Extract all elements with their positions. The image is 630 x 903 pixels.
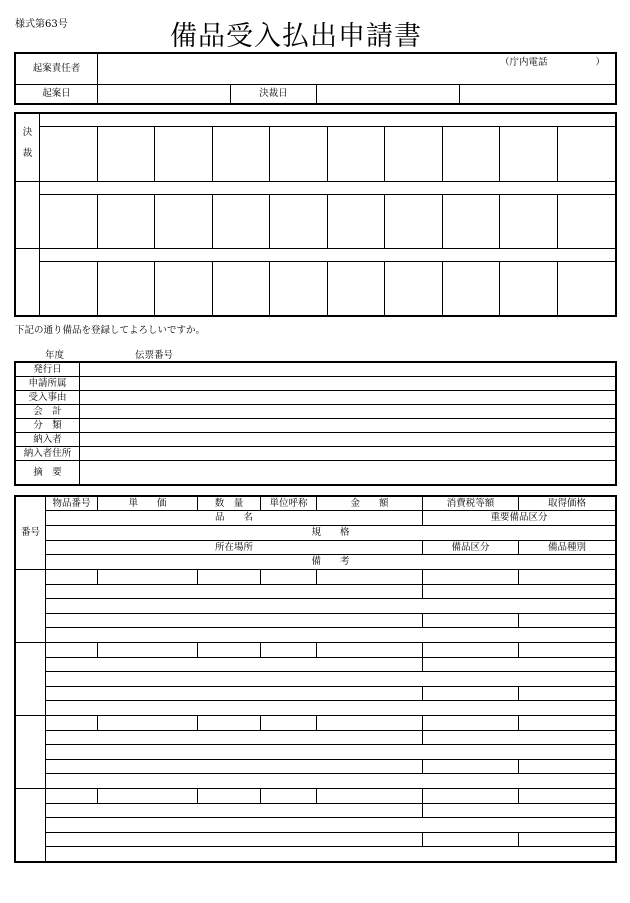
input-cell[interactable] bbox=[261, 643, 317, 658]
item-type-cell[interactable] bbox=[519, 760, 616, 774]
stamp-cell[interactable] bbox=[270, 195, 328, 249]
input-cell[interactable] bbox=[519, 789, 616, 804]
info-label: 納入者住所 bbox=[16, 447, 80, 461]
stamp-cell[interactable] bbox=[558, 127, 616, 182]
input-cell[interactable] bbox=[519, 643, 616, 658]
info-value[interactable] bbox=[80, 405, 616, 419]
input-cell[interactable] bbox=[198, 570, 261, 585]
stamp-cell[interactable] bbox=[443, 127, 500, 182]
draft-date-field[interactable] bbox=[98, 85, 231, 104]
acquisition-price-header: 取得価格 bbox=[519, 497, 616, 511]
location-cell[interactable] bbox=[46, 833, 423, 847]
item-type-cell[interactable] bbox=[519, 614, 616, 628]
stamp-cell[interactable] bbox=[385, 195, 443, 249]
row-number-cell[interactable] bbox=[16, 643, 46, 716]
stamp-cell[interactable] bbox=[40, 127, 98, 182]
info-label: 会 計 bbox=[16, 405, 80, 419]
stamp-cell[interactable] bbox=[98, 195, 155, 249]
header-table bbox=[15, 53, 616, 104]
input-cell[interactable] bbox=[423, 789, 519, 804]
spec-cell[interactable] bbox=[46, 818, 616, 833]
approval-label-top: 決 bbox=[22, 127, 33, 138]
stamp-cell[interactable] bbox=[500, 262, 558, 316]
info-label: 納入者 bbox=[16, 433, 80, 447]
input-cell[interactable] bbox=[98, 789, 198, 804]
info-value[interactable] bbox=[80, 419, 616, 433]
item-name-cell[interactable] bbox=[46, 585, 423, 599]
approval-title-cell[interactable] bbox=[40, 114, 616, 127]
stamp-cell[interactable] bbox=[98, 127, 155, 182]
location-cell[interactable] bbox=[46, 760, 423, 774]
item-type-cell[interactable] bbox=[519, 687, 616, 701]
stamp-cell[interactable] bbox=[155, 127, 213, 182]
approval-title-cell[interactable] bbox=[40, 249, 616, 262]
item-name-header: 品 名 bbox=[46, 511, 423, 526]
proposer-label: 起案責任者 bbox=[16, 54, 98, 85]
stamp-cell[interactable] bbox=[213, 262, 270, 316]
info-value[interactable] bbox=[80, 377, 616, 391]
item-type-cell[interactable] bbox=[519, 833, 616, 847]
amount-header: 金 額 bbox=[317, 497, 423, 511]
spec-header: 規 格 bbox=[46, 526, 616, 541]
stamp-cell[interactable] bbox=[98, 262, 155, 316]
stamp-cell[interactable] bbox=[40, 195, 98, 249]
stamp-cell[interactable] bbox=[213, 127, 270, 182]
approval-table bbox=[15, 113, 616, 316]
unit-name-header: 単位呼称 bbox=[261, 497, 317, 511]
stamp-cell[interactable] bbox=[385, 127, 443, 182]
approval-label bbox=[16, 114, 40, 182]
items-table bbox=[15, 496, 616, 862]
location-cell[interactable] bbox=[46, 687, 423, 701]
remarks-header: 備 考 bbox=[46, 555, 616, 570]
stamp-cell[interactable] bbox=[443, 262, 500, 316]
stamp-cell[interactable] bbox=[155, 262, 213, 316]
tax-header: 消費税等額 bbox=[423, 497, 519, 511]
input-cell[interactable] bbox=[423, 570, 519, 585]
item-name-cell[interactable] bbox=[46, 731, 423, 745]
spec-cell[interactable] bbox=[46, 672, 616, 687]
remarks-cell[interactable] bbox=[46, 701, 616, 716]
info-label: 分 類 bbox=[16, 419, 80, 433]
important-class-cell[interactable] bbox=[423, 658, 616, 672]
row-number-cell[interactable] bbox=[16, 570, 46, 643]
input-cell[interactable] bbox=[46, 716, 98, 731]
item-type-header: 備品種別 bbox=[519, 541, 616, 555]
stamp-cell[interactable] bbox=[500, 195, 558, 249]
important-class-cell[interactable] bbox=[423, 804, 616, 818]
item-class-cell[interactable] bbox=[423, 614, 519, 628]
page-title: 備品受入払出申請書 bbox=[170, 21, 422, 52]
input-cell[interactable] bbox=[423, 643, 519, 658]
info-value[interactable] bbox=[80, 433, 616, 447]
input-cell[interactable] bbox=[519, 716, 616, 731]
stamp-cell[interactable] bbox=[155, 195, 213, 249]
input-cell[interactable] bbox=[261, 570, 317, 585]
draft-date-label: 起案日 bbox=[16, 85, 98, 104]
stamp-cell[interactable] bbox=[443, 195, 500, 249]
quantity-header: 数 量 bbox=[198, 497, 261, 511]
approval-label-bottom: 裁 bbox=[22, 148, 33, 159]
approval-title-cell[interactable] bbox=[40, 182, 616, 195]
stamp-cell[interactable] bbox=[500, 127, 558, 182]
unit-price-header: 単 価 bbox=[98, 497, 198, 511]
stamp-cell[interactable] bbox=[328, 195, 385, 249]
form-number: 様式第63号 bbox=[15, 19, 68, 30]
important-class-header: 重要備品区分 bbox=[423, 511, 616, 526]
phone-label: （庁内電話 bbox=[500, 57, 548, 68]
remarks-cell[interactable] bbox=[46, 774, 616, 789]
info-label: 申請所属 bbox=[16, 377, 80, 391]
stamp-cell[interactable] bbox=[558, 262, 616, 316]
input-cell[interactable] bbox=[46, 570, 98, 585]
info-value[interactable] bbox=[80, 447, 616, 461]
input-cell[interactable] bbox=[423, 716, 519, 731]
important-class-cell[interactable] bbox=[423, 731, 616, 745]
header-extra-field[interactable] bbox=[460, 85, 616, 104]
row-number-cell[interactable] bbox=[16, 789, 46, 862]
spec-cell[interactable] bbox=[46, 599, 616, 614]
item-name-cell[interactable] bbox=[46, 804, 423, 818]
item-number-header: 物品番号 bbox=[46, 497, 98, 511]
stamp-cell[interactable] bbox=[270, 127, 328, 182]
location-cell[interactable] bbox=[46, 614, 423, 628]
input-cell[interactable] bbox=[198, 789, 261, 804]
stamp-cell[interactable] bbox=[270, 262, 328, 316]
number-header: 番号 bbox=[16, 497, 46, 570]
location-header: 所在場所 bbox=[46, 541, 423, 555]
info-value[interactable] bbox=[80, 391, 616, 405]
item-class-cell[interactable] bbox=[423, 687, 519, 701]
item-class-header: 備品区分 bbox=[423, 541, 519, 555]
stamp-cell[interactable] bbox=[328, 127, 385, 182]
input-cell[interactable] bbox=[519, 570, 616, 585]
input-cell[interactable] bbox=[198, 716, 261, 731]
info-label: 発行日 bbox=[16, 363, 80, 377]
important-class-cell[interactable] bbox=[423, 585, 616, 599]
info-value[interactable] bbox=[80, 363, 616, 377]
stamp-cell[interactable] bbox=[328, 262, 385, 316]
stamp-cell[interactable] bbox=[385, 262, 443, 316]
item-name-cell[interactable] bbox=[46, 658, 423, 672]
item-class-cell[interactable] bbox=[423, 833, 519, 847]
slip-number-label: 伝票番号 bbox=[135, 350, 174, 361]
statement-text: 下記の通り備品を登録してよろしいですか。 bbox=[15, 325, 206, 336]
stamp-cell[interactable] bbox=[213, 195, 270, 249]
info-table bbox=[15, 362, 616, 485]
approval-side-cell bbox=[16, 249, 40, 316]
year-label: 年度 bbox=[45, 350, 65, 361]
approval-date-label: 決裁日 bbox=[231, 85, 317, 104]
input-cell[interactable] bbox=[98, 716, 198, 731]
input-cell[interactable] bbox=[46, 643, 98, 658]
approval-side-cell bbox=[16, 182, 40, 249]
input-cell[interactable] bbox=[198, 643, 261, 658]
row-number-cell[interactable] bbox=[16, 716, 46, 789]
approval-date-field[interactable] bbox=[317, 85, 460, 104]
input-cell[interactable] bbox=[98, 570, 198, 585]
proposer-field[interactable] bbox=[98, 54, 616, 85]
info-label: 受入事由 bbox=[16, 391, 80, 405]
input-cell[interactable] bbox=[317, 570, 423, 585]
item-class-cell[interactable] bbox=[423, 760, 519, 774]
input-cell[interactable] bbox=[261, 789, 317, 804]
stamp-cell[interactable] bbox=[40, 262, 98, 316]
info-label: 摘 要 bbox=[16, 461, 80, 485]
remarks-cell[interactable] bbox=[46, 847, 616, 862]
stamp-cell[interactable] bbox=[558, 195, 616, 249]
info-value[interactable] bbox=[80, 461, 616, 485]
input-cell[interactable] bbox=[317, 643, 423, 658]
remarks-cell[interactable] bbox=[46, 628, 616, 643]
input-cell[interactable] bbox=[261, 716, 317, 731]
input-cell[interactable] bbox=[46, 789, 98, 804]
phone-close: ） bbox=[595, 57, 605, 68]
input-cell[interactable] bbox=[98, 643, 198, 658]
input-cell[interactable] bbox=[317, 716, 423, 731]
spec-cell[interactable] bbox=[46, 745, 616, 760]
input-cell[interactable] bbox=[317, 789, 423, 804]
